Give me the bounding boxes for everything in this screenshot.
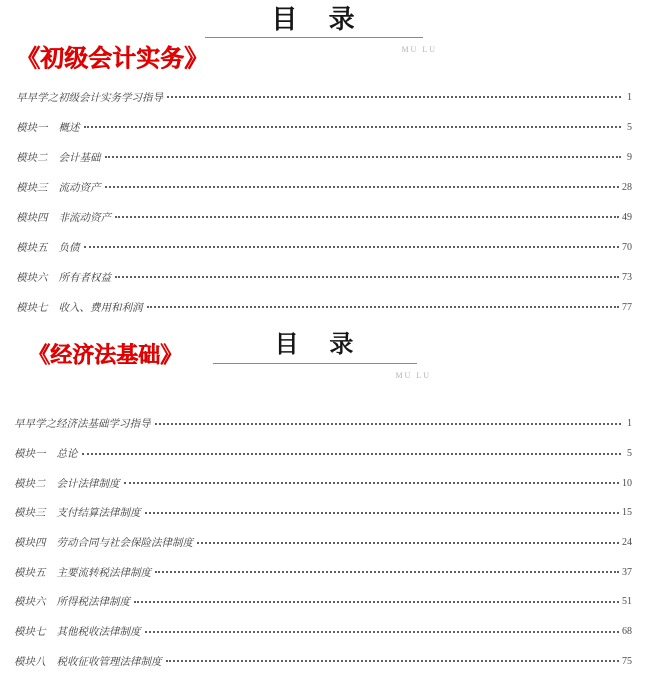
entry-title: 其他税收法律制度 <box>56 626 141 639</box>
entry-module-label: 模块三 <box>16 181 48 194</box>
book-title-accounting-practice: 《初级会计实务》 <box>16 45 208 72</box>
entry-page-number: 1 <box>627 91 632 103</box>
toc-entry <box>16 202 632 232</box>
dot-leader <box>145 512 620 514</box>
entry-module-label: 模块六 <box>14 596 46 609</box>
entry-module-label: 模块七 <box>14 626 46 639</box>
toc-entry <box>14 557 632 587</box>
entry-page-number: 51 <box>622 596 632 608</box>
toc-entry <box>14 647 632 677</box>
toc-entry <box>16 82 632 112</box>
entry-title: 劳动合同与社会保险法律制度 <box>56 537 193 550</box>
dot-leader <box>147 306 620 308</box>
entry-module-label: 模块四 <box>14 537 46 550</box>
entry-page-number: 49 <box>622 211 632 223</box>
entry-module-label: 模块七 <box>16 301 48 314</box>
dot-leader <box>115 276 619 278</box>
toc-entry <box>16 232 632 262</box>
toc-entry <box>14 409 632 439</box>
dot-leader <box>197 542 619 544</box>
entry-module-label: 模块一 <box>14 448 46 461</box>
entry-module-label: 模块六 <box>16 271 48 284</box>
entry-page-number: 37 <box>622 566 632 578</box>
entry-page-number: 15 <box>622 507 632 519</box>
entry-page-number: 68 <box>622 626 632 638</box>
entry-title: 早早学之经济法基础学习指导 <box>14 418 151 431</box>
toc-title: 目 录 <box>205 4 423 38</box>
toc-title: 目 录 <box>213 331 417 364</box>
toc-entries-1 <box>16 82 632 322</box>
book-title-economic-law: 《经济法基础》 <box>28 342 183 367</box>
toc-entry <box>14 498 632 528</box>
toc-header-1 <box>205 4 437 54</box>
entry-title: 非流动资产 <box>58 211 111 224</box>
entry-title: 概述 <box>58 121 80 134</box>
dot-leader <box>105 186 620 188</box>
dot-leader <box>84 246 620 248</box>
entry-page-number: 28 <box>622 181 632 193</box>
entry-page-number: 9 <box>627 151 632 163</box>
entry-title: 会计法律制度 <box>56 477 120 490</box>
entry-module-label: 模块三 <box>14 507 46 520</box>
toc-entries-2 <box>14 409 632 676</box>
entry-title: 主要流转税法律制度 <box>56 566 151 579</box>
toc-entry <box>16 172 632 202</box>
toc-pinyin: MU LU <box>401 45 437 54</box>
entry-module-label: 模块二 <box>16 151 48 164</box>
dot-leader <box>167 96 621 98</box>
toc-entry <box>16 262 632 292</box>
entry-page-number: 24 <box>622 537 632 549</box>
dot-leader <box>84 126 622 128</box>
toc-entry <box>14 617 632 647</box>
entry-title: 所有者权益 <box>58 271 111 284</box>
entry-module-label: 模块二 <box>14 477 46 490</box>
entry-title: 税收征收管理法律制度 <box>56 655 162 668</box>
dot-leader <box>124 482 620 484</box>
toc-entry <box>14 439 632 469</box>
entry-title: 收入、费用和利润 <box>58 301 143 314</box>
toc-entry <box>14 587 632 617</box>
dot-leader <box>82 453 622 455</box>
entry-page-number: 70 <box>622 241 632 253</box>
entry-module-label: 模块一 <box>16 121 48 134</box>
entry-page-number: 10 <box>622 477 632 489</box>
entry-title: 会计基础 <box>58 151 101 164</box>
dot-leader <box>155 571 619 573</box>
entry-title: 流动资产 <box>58 181 101 194</box>
entry-page-number: 77 <box>622 301 632 313</box>
toc-header-2 <box>213 331 431 380</box>
entry-module-label: 模块八 <box>14 655 46 668</box>
dot-leader <box>105 156 622 158</box>
entry-title: 所得税法律制度 <box>56 596 130 609</box>
dot-leader <box>155 423 622 425</box>
toc-entry <box>16 112 632 142</box>
dot-leader <box>145 631 620 633</box>
toc-entry <box>14 468 632 498</box>
dot-leader <box>134 601 619 603</box>
dot-leader <box>115 216 619 218</box>
entry-title: 总论 <box>56 448 78 461</box>
entry-page-number: 5 <box>627 121 632 133</box>
entry-module-label: 模块五 <box>16 241 48 254</box>
toc-entry <box>14 528 632 558</box>
toc-entry <box>16 142 632 172</box>
toc-entry <box>16 292 632 322</box>
dot-leader <box>166 660 620 662</box>
entry-title: 负债 <box>58 241 80 254</box>
entry-page-number: 5 <box>627 448 632 460</box>
entry-page-number: 73 <box>622 271 632 283</box>
entry-page-number: 75 <box>622 655 632 667</box>
toc-pinyin: MU LU <box>395 371 431 380</box>
entry-module-label: 模块五 <box>14 566 46 579</box>
entry-title: 早早学之初级会计实务学习指导 <box>16 91 163 104</box>
entry-page-number: 1 <box>627 418 632 430</box>
entry-module-label: 模块四 <box>16 211 48 224</box>
entry-title: 支付结算法律制度 <box>56 507 141 520</box>
